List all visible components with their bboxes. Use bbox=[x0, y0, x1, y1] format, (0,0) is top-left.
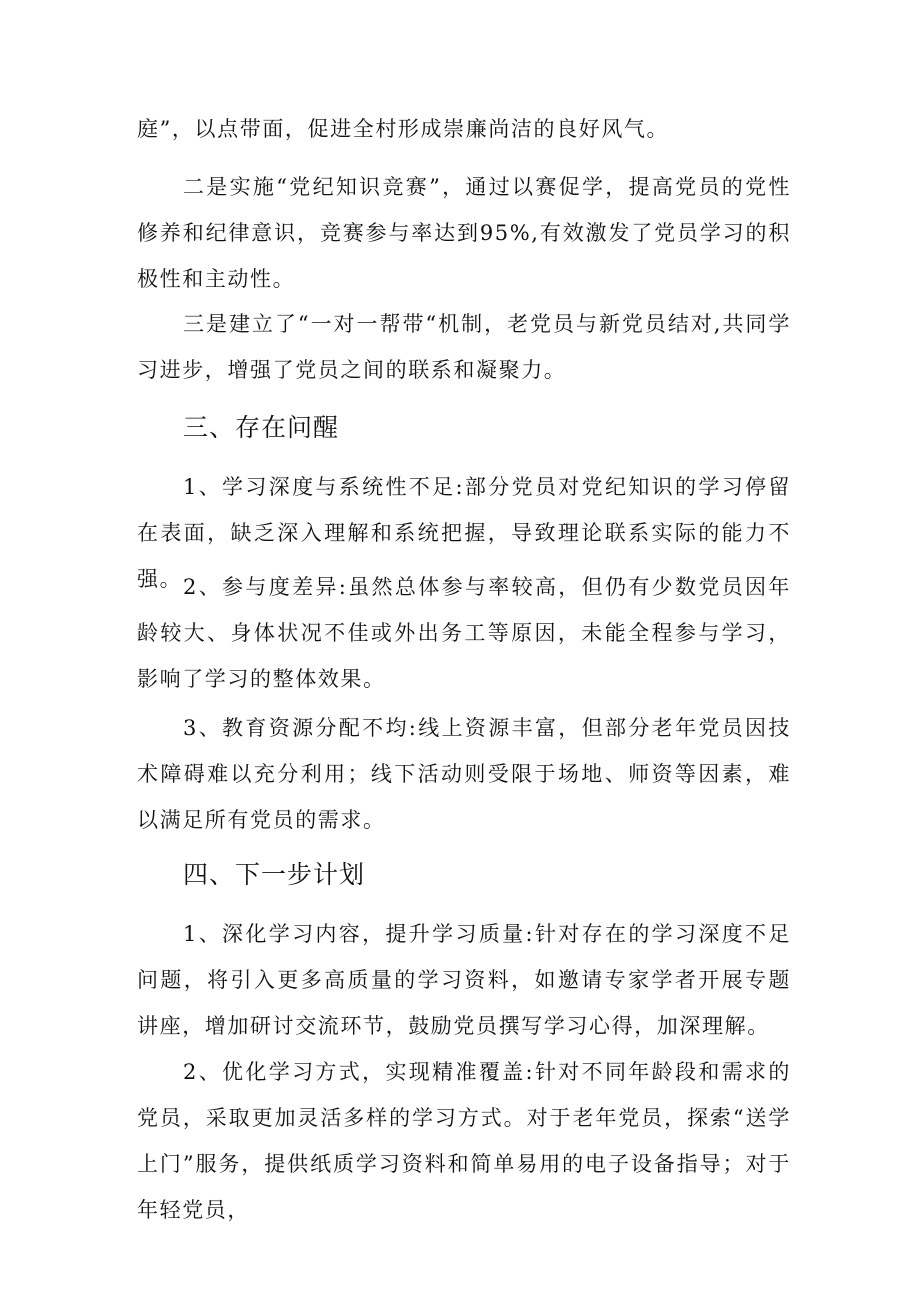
problem-item-resources: 3、教育资源分配不均:线上资源丰富，但部分老年党员因技术障碍难以充分利用；线下活动则受限于场地、师资等因素，难以满足所有党员的需求。 bbox=[137, 716, 791, 832]
plan-item-methods: 2、优化学习方式，实现精准覆盖:针对不同年龄段和需求的党员，采取更加灵活多样的学习方式。对于老年党员，探索“送学上门”服务，提供纸质学习资料和简单易用的电子设备指导；对于年轻党员， bbox=[137, 1060, 791, 1222]
problem-item-depth: 1、学习深度与系统性不足:部分党员对党纪知识的学习停留在表面，缺乏深入理解和系统把握，导致理论联系实际的能力不强。 bbox=[137, 475, 791, 591]
paragraph-mentoring: 三是建立了“一对一帮带“机制，老党员与新党员结对,共同学习进步，增强了党员之间的联系和凝聚力。 bbox=[137, 312, 791, 382]
problem-item-participation: 2、参与度差异:虽然总体参与率较高，但仍有少数党员因年龄较大、身体状况不佳或外出务工等原因，未能全程参与学习，影响了学习的整体效果。 bbox=[137, 575, 791, 691]
plan-item-content: 1、深化学习内容，提升学习质量:针对存在的学习深度不足问题，将引入更多高质量的学习资料，如邀请专家学者开展专题讲座，增加研讨交流环节，鼓励党员撰写学习心得，加深理解。 bbox=[137, 922, 791, 1038]
paragraph-competition: 二是实施“党纪知识竞赛”，通过以赛促学，提高党员的党性修养和纪律意识，竞赛参与率达到95%,有效激发了党员学习的积极性和主动性。 bbox=[137, 175, 791, 291]
paragraph-intro-tail: 庭”，以点带面，促进全村形成崇廉尚洁的良好风气。 bbox=[137, 117, 670, 141]
section-heading-problems: 三、存在问醒 bbox=[183, 413, 340, 442]
section-heading-next-steps: 四、下一步计划 bbox=[183, 860, 366, 889]
